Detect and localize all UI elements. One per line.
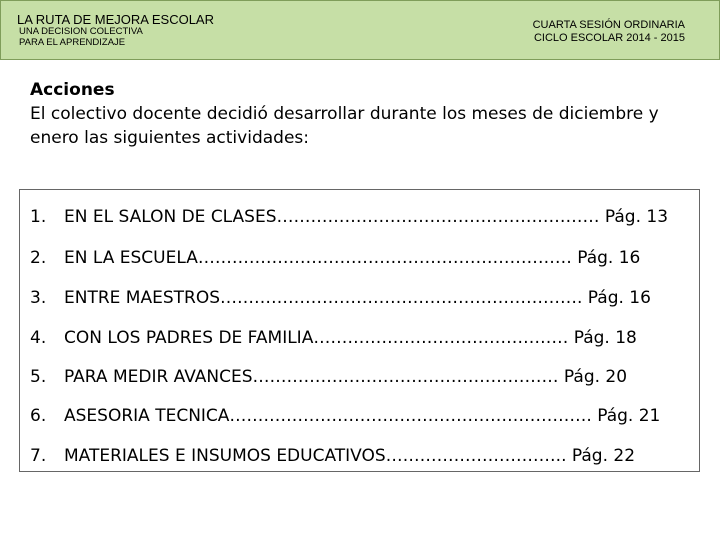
item-number: 3. <box>30 288 47 308</box>
item-text: EN EL SALON DE CLASES………………………………………………… Pág. 13 <box>64 207 669 227</box>
item-text: PARA MEDIR AVANCES……………………………………………… Pág. 20 <box>64 367 628 387</box>
list-item <box>30 288 651 308</box>
session-label: CUARTA SESIÓN ORDINARIA <box>532 19 685 31</box>
list-item <box>30 446 635 466</box>
header-title: LA RUTA DE MEJORA ESCOLAR <box>17 12 214 27</box>
intro-text-line-1: El colectivo docente decidió desarrollar durante los meses de diciembre y <box>30 104 659 124</box>
item-text: MATERIALES E INSUMOS EDUCATIVOS………………………….. Pág. 22 <box>64 446 636 466</box>
list-item <box>30 207 668 227</box>
item-number: 5. <box>30 367 47 387</box>
list-item <box>30 328 637 348</box>
list-item <box>30 406 660 426</box>
header-banner <box>0 0 720 60</box>
item-text: ASESORIA TECNICA………………………………………………………. Pág. 21 <box>64 406 661 426</box>
item-text: CON LOS PADRES DE FAMILIA……………………………………… Pág. 18 <box>64 328 637 348</box>
header-subtitle-2: PARA EL APRENDIZAJE <box>19 37 126 48</box>
list-item <box>30 367 627 387</box>
intro-section <box>30 78 700 150</box>
item-number: 4. <box>30 328 47 348</box>
item-number: 2. <box>30 248 47 268</box>
item-number: 7. <box>30 446 47 466</box>
school-year-label: CICLO ESCOLAR 2014 - 2015 <box>533 32 685 44</box>
section-title: Acciones <box>30 80 115 100</box>
item-text: ENTRE MAESTROS………………………………………………………. Pág. 16 <box>64 288 651 308</box>
item-text: EN LA ESCUELA………………………………………………………… Pág. 16 <box>64 248 641 268</box>
list-item <box>30 248 640 268</box>
header-subtitle-1: UNA DECISION COLECTIVA <box>19 26 143 37</box>
item-number: 6. <box>30 406 47 426</box>
intro-text-line-2: enero las siguientes actividades: <box>30 128 309 148</box>
activities-list <box>19 189 700 472</box>
item-number: 1. <box>30 207 47 227</box>
